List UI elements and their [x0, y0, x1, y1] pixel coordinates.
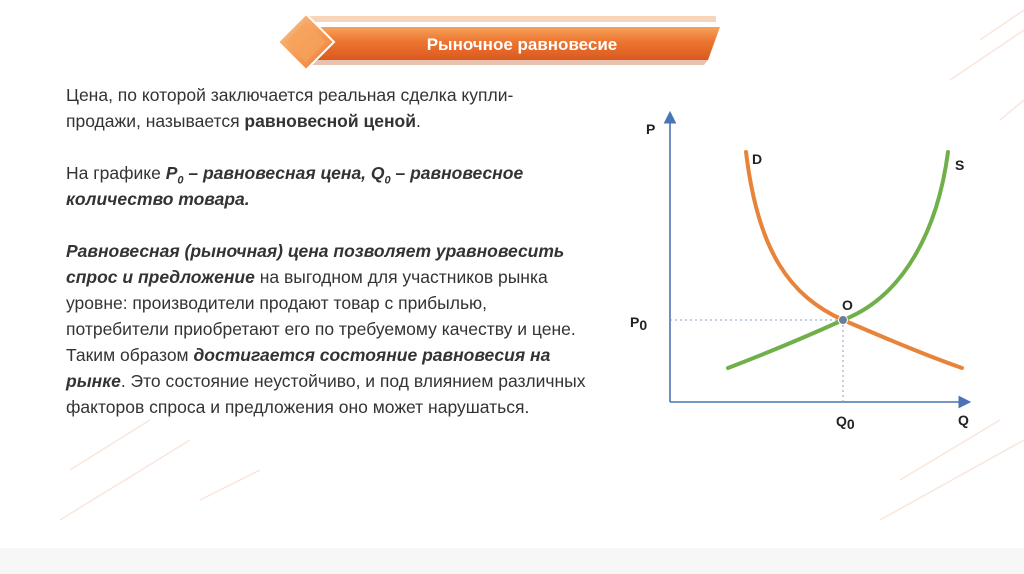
equilibrium-point [839, 316, 848, 325]
paragraph-definition [66, 82, 586, 134]
paragraph-graph-note [66, 160, 586, 212]
paragraph-equilibrium-price [66, 238, 586, 342]
demand-curve [746, 152, 965, 368]
title-banner [276, 10, 736, 78]
q0-label [836, 413, 855, 432]
paragraph-conclusion [66, 342, 586, 420]
demand-label: D [752, 151, 763, 167]
conclusion-emphasis: достигается состояние равновесия на рынке [66, 345, 551, 391]
quantity-axis-label: Q [958, 412, 969, 428]
q0-symbol: Q [370, 163, 385, 183]
slide-title: Рыночное равновесие [426, 35, 618, 54]
q0-label-subscript: 0 [846, 416, 855, 432]
p0-label-letter: P [630, 314, 640, 330]
p0-label-subscript: 0 [639, 317, 648, 333]
definition-term: равновесной ценой [244, 111, 416, 131]
p0-subscript: 0 [177, 174, 184, 187]
supply-curve [728, 152, 948, 368]
text-content [66, 82, 586, 420]
conclusion-lead: Таким образом [66, 345, 194, 365]
price-axis-label: P [646, 121, 656, 137]
supply-demand-graph [600, 100, 1000, 440]
graph-note-lead: На графике [66, 163, 166, 183]
definition-end: . [416, 111, 421, 131]
conclusion-rest: . Это состояние неустойчиво, и под влиянием различных факторов спроса и предложения оно может нарушаться. [66, 371, 586, 417]
supply-label: S [955, 157, 965, 173]
equilibrium-label: O [842, 297, 853, 313]
equilibrium-price-rest: на выгодном для участников рынка уровне: производители продают товар с прибылью, потребители приобретают его по требуемому качеству и цене. [66, 267, 576, 339]
p0-symbol: P [165, 163, 178, 183]
q0-subscript: 0 [384, 174, 391, 187]
graph-note-mid: – равновесная цена, [183, 163, 371, 183]
graph-note-tail: – равновесное количество товара. [66, 163, 524, 209]
q0-label-letter: Q [836, 413, 847, 429]
definition-text: Цена, по которой заключается реальная сделка купли-продажи, называется [66, 85, 514, 131]
equilibrium-price-emphasis: Равновесная (рыночная) цена позволяет уравновесить спрос и предложение [66, 241, 565, 287]
p0-label [630, 314, 647, 333]
